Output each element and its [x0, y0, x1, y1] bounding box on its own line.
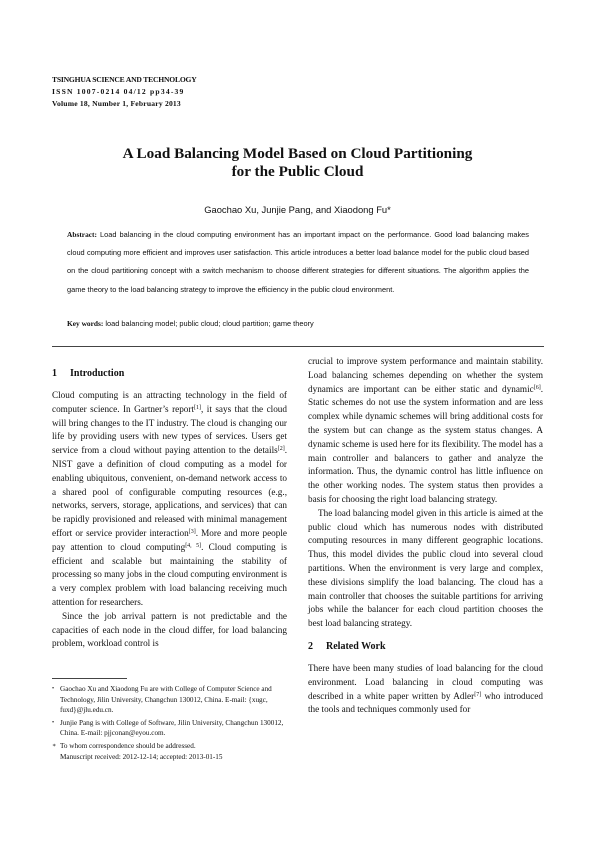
volume-line: Volume 18, Number 1, February 2013	[52, 99, 181, 108]
text-run: crucial to improve system performance and maintain stability. Load balancing schemes depending on whether the system dynamics are important can be either static and dynamic	[308, 356, 543, 394]
author-list: Gaochao Xu, Junjie Pang, and Xiaodong Fu*	[204, 204, 391, 215]
footnote-correspondence	[52, 741, 287, 752]
citation[interactable]: [3]	[188, 528, 196, 535]
keywords-label: Key words:	[67, 319, 104, 328]
issn-line: ISSN 1007-0214 04/12 pp34-39	[52, 87, 185, 96]
paper-title	[0, 145, 595, 181]
paper-title-line2: for the Public Cloud	[231, 163, 364, 180]
text-run: . More and more people pay attention to cloud computing	[52, 527, 287, 552]
section-number: 2	[308, 640, 313, 652]
paper-title-line1: A Load Balancing Model Based on Cloud Partitioning	[122, 145, 473, 162]
citation[interactable]: [2]	[277, 446, 285, 453]
text-run: . NIST gave a definition of cloud computing as a model for enabling ubiquitous, convenient, on-demand network access to a shared pool of configurable computing resources (e.g., networks, servers, storage, applications, and services) that can be rapidly provisioned and released with minimal management effort or service provider interaction	[52, 445, 287, 538]
section-title: Introduction	[70, 368, 125, 379]
section-title: Related Work	[326, 640, 386, 652]
footnote-divider	[52, 678, 127, 679]
section-heading-related-work	[308, 640, 543, 654]
abstract-text: Load balancing in the cloud computing environment has an important impact on the performance. Good load balancing makes cloud computing more efficient and improves user satisfaction. This article introduces a better load balance model for the public cloud based on the cloud partitioning concept with a switch mechanism to choose different strategies for different situations. The algorithm applies the game theory to the load balancing strategy to improve the efficiency in the public cloud environment.	[67, 230, 529, 294]
abstract-label: Abstract:	[67, 230, 97, 239]
text-run: There have been many studies of load balancing for the cloud environment. Load balancing in cloud computing was described in a white paper written by Adler	[308, 662, 543, 701]
section-number: 1	[52, 368, 57, 379]
section-divider	[52, 346, 544, 347]
left-column	[52, 367, 287, 651]
bullet-icon: •	[52, 686, 55, 692]
citation[interactable]: [6]	[533, 384, 541, 391]
intro-paragraph-4: The load balancing model given in this article is aimed at the public cloud which has numerous nodes with distributed computing resources in many different geographic locations. Thus, this model divides the public cloud into several cloud partitions. When the environment is very large and complex, these divisions simplify the load balancing. The cloud has a main controller that chooses the suitable partitions for arriving jobs while the balancer for each cloud partition chooses the best load balancing strategy.	[308, 507, 543, 629]
footnote-affiliation-1	[52, 684, 287, 716]
text-run: Cloud computing is an attracting technology in the field of computer science. In Gartner’s report	[52, 390, 287, 414]
abstract	[67, 226, 529, 299]
section-heading-introduction	[52, 367, 287, 381]
intro-paragraph-1	[52, 389, 287, 610]
text-run: . Static schemes do not use the system information and are less complex while dynamic schemes will bring additional costs for the system but can change as the system status changes. A dynamic scheme is used here for its flexibility. The model has a main controller and balancers to gather and analyze the information. Thus, the dynamic control has little influence on the other working nodes. The system status then provides a basis for choosing the right load balancing strategy.	[308, 383, 543, 504]
keywords-text: load balancing model; public cloud; cloud partition; game theory	[105, 319, 314, 328]
footnote-text: To whom correspondence should be addressed.	[60, 741, 196, 750]
footnote-manuscript-dates: Manuscript received: 2012-12-14; accepted: 2013-01-15	[60, 752, 223, 761]
text-run: who introduced the tools and techniques commonly used for	[308, 690, 543, 715]
footnote-affiliation-2	[52, 718, 287, 739]
citation[interactable]: [7]	[474, 691, 482, 698]
footnote-text: Junjie Pang is with College of Software, Jilin University, Changchun 130012, China. E-mail: pjjconan@eyou.com.	[60, 718, 284, 738]
keywords	[67, 318, 529, 330]
related-work-paragraph-1	[308, 662, 543, 717]
text-run: . Cloud computing is efficient and scalable but maintaining the stability of processing so many jobs in the cloud computing environment is a very complex problem with load balancing receiving much attention for researchers.	[52, 541, 287, 607]
intro-paragraph-2: Since the job arrival pattern is not predictable and the capacities of each node in the cloud differ, for load balancing problem, workload control is	[52, 610, 287, 649]
footnotes	[52, 684, 287, 764]
citation[interactable]: [4, 5]	[185, 542, 202, 549]
text-run: , it says that the cloud will bring changes to the IT industry. The cloud is changing our life by providing users with new types of services. Users get service from a cloud without paying attention to the details	[52, 403, 287, 456]
intro-paragraph-3	[308, 355, 543, 507]
journal-name: TSINGHUA SCIENCE AND TECHNOLOGY	[52, 75, 197, 84]
asterisk-icon: ∗	[52, 742, 57, 749]
bullet-icon: •	[52, 719, 55, 726]
citation[interactable]: [1]	[194, 404, 202, 411]
footnote-text: Gaochao Xu and Xiaodong Fu are with College of Computer Science and Technology, Jilin University, Changchun 130012, China. E-mail: {xugc, fuxd}@jlu.edu.cn.	[60, 685, 272, 715]
right-column	[308, 355, 543, 717]
